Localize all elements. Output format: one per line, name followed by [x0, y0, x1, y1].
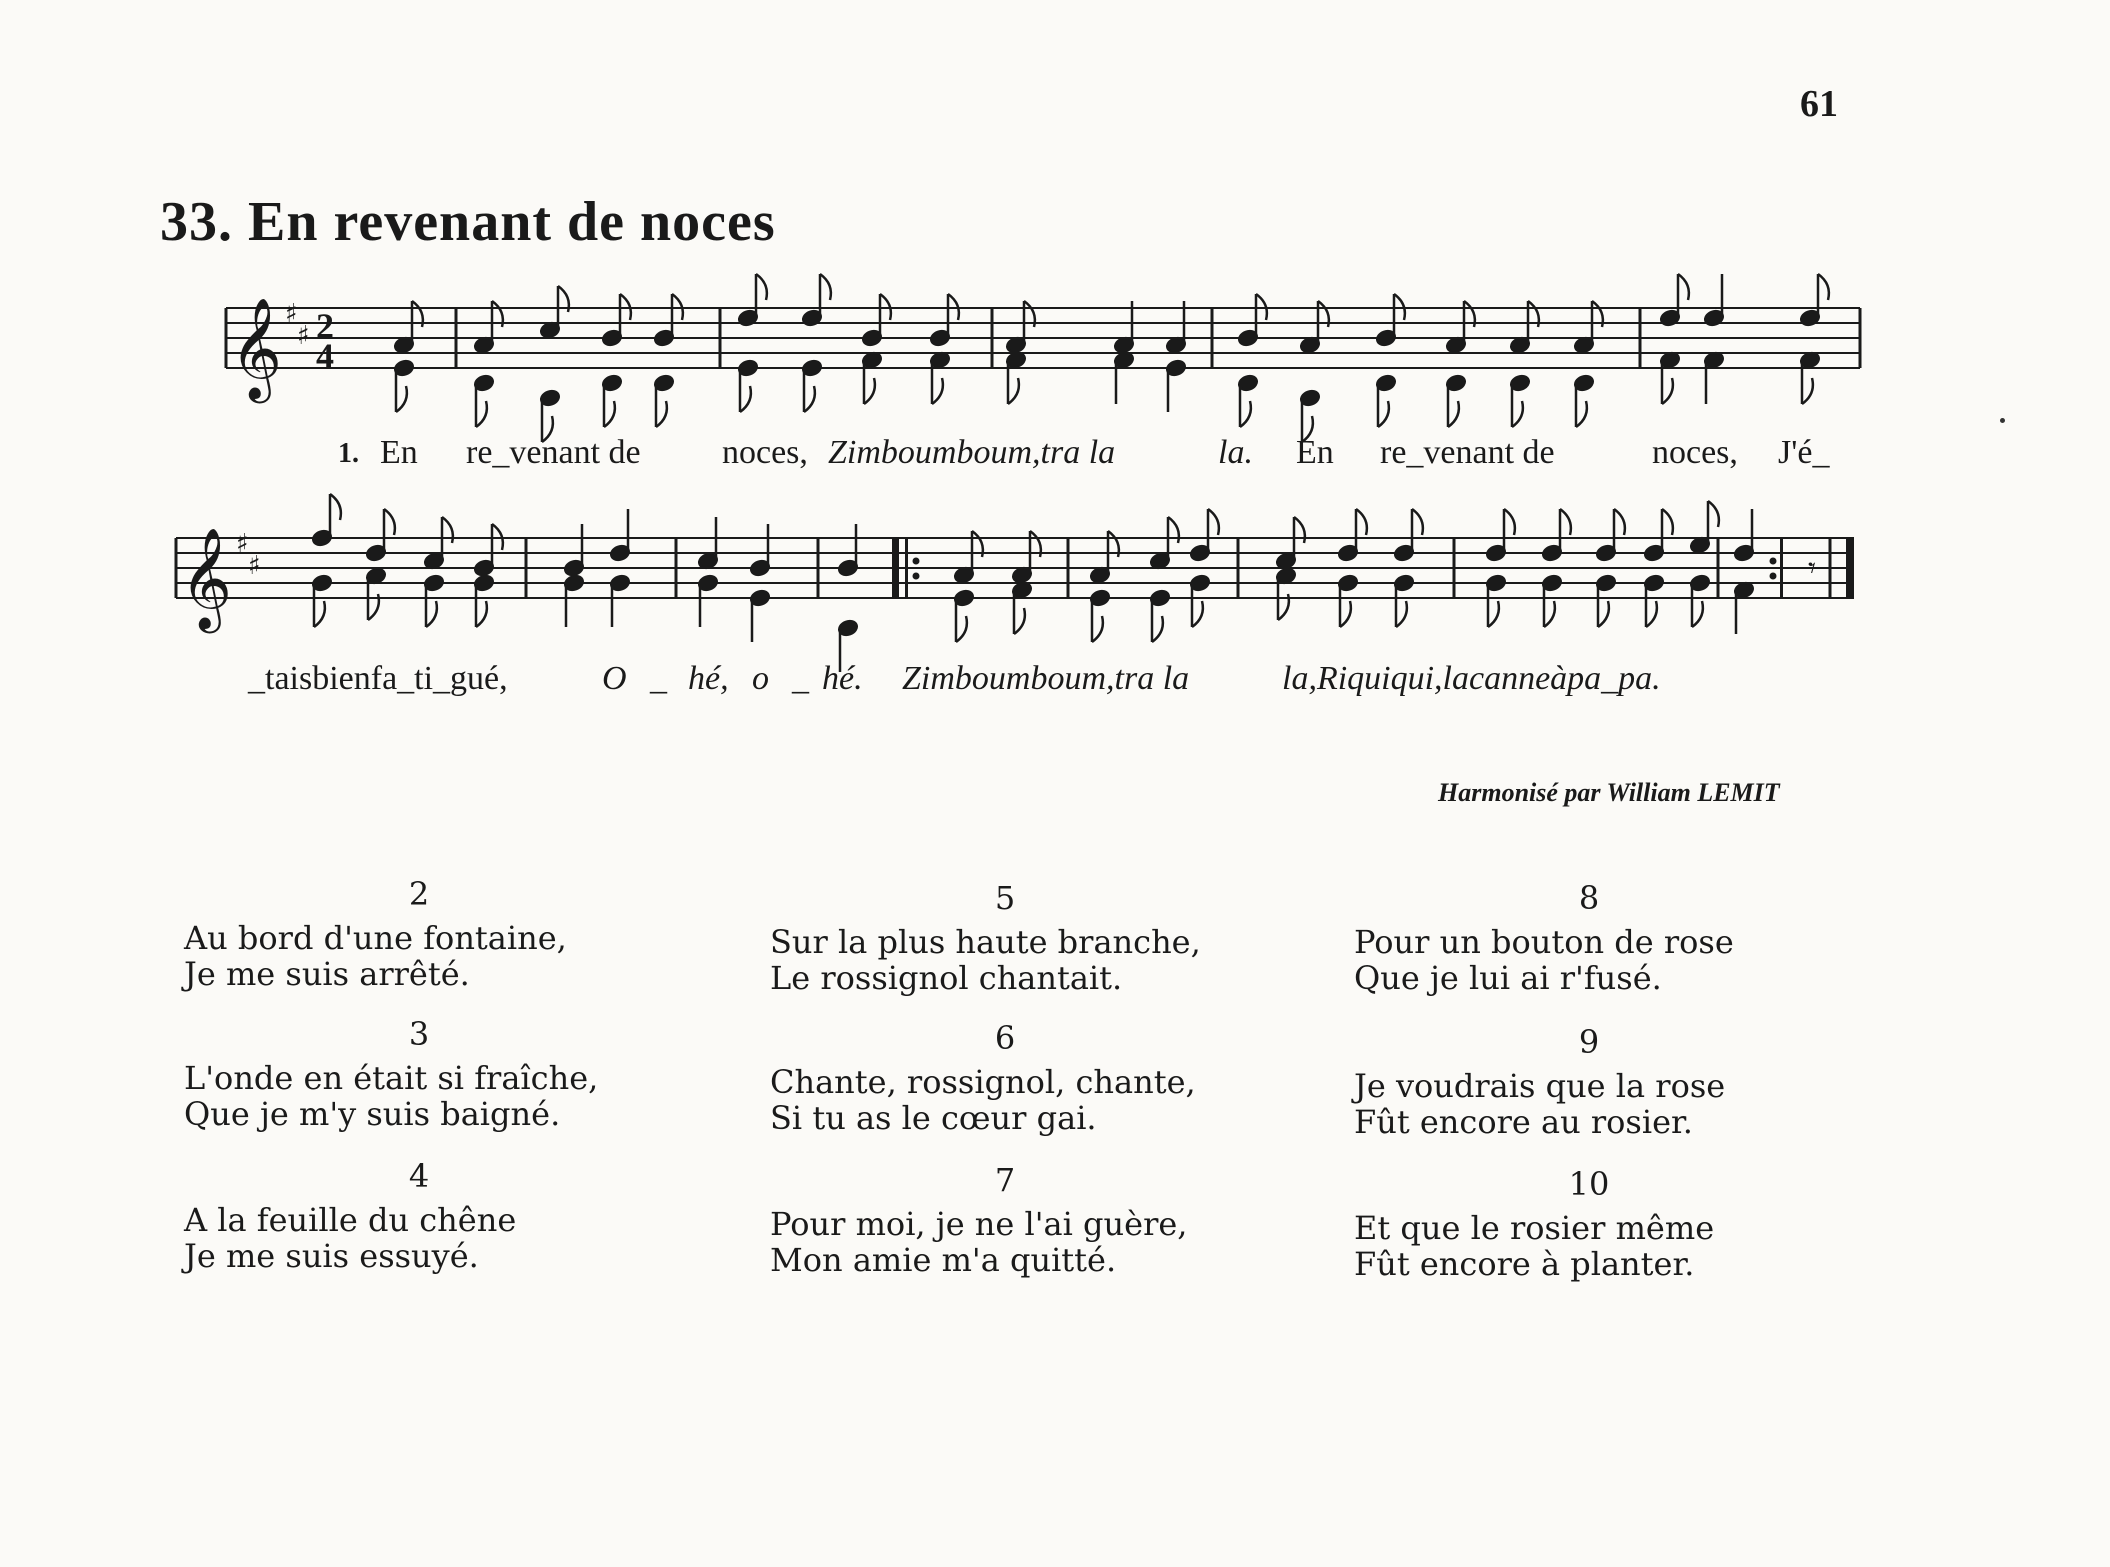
note-chord — [1375, 294, 1405, 427]
lyric-seg: O — [602, 660, 627, 697]
staff-1-notes — [393, 274, 1829, 442]
verse-line: Le rossignol chantait. — [770, 959, 1123, 997]
page-number: 61 — [1800, 83, 1838, 125]
lyric-seg: re_venant de — [466, 434, 641, 471]
note-chord — [953, 531, 983, 642]
verse-number: 8 — [1578, 879, 1600, 917]
note-chord — [1573, 301, 1603, 427]
verse-9 — [1354, 1024, 1914, 1140]
lyric-seg: la,Riquiqui,lacanneàpa_pa. — [1282, 660, 1661, 697]
treble-clef-1: 𝄞 — [230, 296, 283, 399]
verse-line: Pour un bouton de rose — [1354, 923, 1734, 961]
verse-10 — [1354, 1166, 1914, 1282]
lyric-seg: Zimboumboum,tra la — [902, 660, 1190, 697]
note-chord — [1149, 517, 1179, 642]
verse-number: 7 — [994, 1161, 1016, 1199]
verse-2 — [184, 876, 744, 992]
key-sharp-1a: ♯ — [285, 299, 298, 329]
note-chord — [1445, 301, 1475, 427]
lyric-seg: la. — [1218, 434, 1253, 471]
verse-line: Que je lui ai r'fusé. — [1354, 959, 1662, 997]
verse-4 — [184, 1158, 744, 1274]
time-sig-bottom: 4 — [316, 336, 334, 376]
verse-line: Si tu as le cœur gai. — [770, 1099, 1097, 1137]
lyric-seg: _taisbienfa_ti_gué, — [248, 660, 508, 697]
note-chord — [539, 286, 569, 442]
verse-line: A la feuille du chêne — [184, 1201, 517, 1239]
note-chord — [1237, 294, 1267, 427]
note-chord — [1689, 501, 1719, 627]
lyric-seg: noces, — [1652, 434, 1738, 471]
note-chord — [1733, 509, 1754, 634]
note-chord — [737, 274, 767, 412]
note-chord — [1165, 301, 1186, 412]
lyric-seg: _ — [792, 660, 809, 697]
song-title: 33. En revenant de noces — [160, 191, 776, 253]
verse-8 — [1354, 880, 1914, 996]
key-sharp-1b: ♯ — [297, 321, 310, 351]
note-chord — [1509, 301, 1539, 427]
music-score — [0, 0, 2110, 760]
note-chord — [473, 301, 503, 427]
note-chord — [473, 524, 503, 627]
verse-line: Je me suis essuyé. — [184, 1237, 479, 1275]
verse-number: 5 — [994, 879, 1016, 917]
note-chord — [653, 294, 683, 427]
verse-7 — [770, 1162, 1330, 1278]
note-chord — [861, 294, 891, 404]
lyric-seg: _ — [650, 660, 667, 697]
lyric-seg: re_venant de — [1380, 434, 1555, 471]
verse-number: 10 — [1568, 1165, 1610, 1203]
verse-line: Sur la plus haute branche, — [770, 923, 1201, 961]
verse-line: Que je m'y suis baigné. — [184, 1095, 561, 1133]
verse-number: 9 — [1578, 1023, 1600, 1061]
verse-1-number: 1. — [338, 438, 359, 469]
verse-number: 3 — [408, 1015, 430, 1053]
verse-number: 6 — [994, 1019, 1016, 1057]
lyric-seg: En — [1296, 434, 1334, 471]
note-chord — [1089, 531, 1119, 642]
note-chord — [311, 494, 341, 627]
verse-line: Je voudrais que la rose — [1354, 1067, 1726, 1105]
note-chord — [801, 274, 831, 412]
lyric-seg: Zimboumboum,tra la — [828, 434, 1116, 471]
verse-line: Et que le rosier même — [1354, 1209, 1715, 1247]
arranger-credit: Harmonisé par William LEMIT — [1438, 778, 1780, 807]
verse-6 — [770, 1020, 1330, 1136]
note-chord — [929, 294, 959, 404]
verse-line: Chante, rossignol, chante, — [770, 1063, 1196, 1101]
staff-1 — [226, 308, 1860, 368]
lyric-seg: noces, — [722, 434, 808, 471]
verse-line: Au bord d'une fontaine, — [184, 919, 567, 957]
note-chord — [601, 294, 631, 427]
lyric-seg: hé, — [688, 660, 729, 697]
note-chord — [423, 517, 453, 627]
note-chord — [365, 509, 395, 620]
verse-3 — [184, 1016, 744, 1132]
treble-clef-2: 𝄞 — [180, 526, 233, 629]
verse-line: L'onde en était si fraîche, — [184, 1059, 599, 1097]
key-sharp-2a: ♯ — [236, 529, 249, 559]
verse-line: Pour moi, je ne l'ai guère, — [770, 1205, 1188, 1243]
lyric-seg: o — [752, 660, 769, 697]
verse-number: 2 — [408, 875, 430, 913]
verse-5 — [770, 880, 1330, 996]
verse-number: 4 — [408, 1157, 430, 1195]
note-chord — [393, 301, 423, 412]
lyric-seg: J'é_ — [1778, 434, 1830, 471]
key-sharp-2b: ♯ — [248, 551, 261, 581]
lyric-seg: hé. — [822, 660, 863, 697]
time-sig-top: 2 — [316, 306, 334, 346]
note-chord — [697, 517, 718, 627]
verse-line: Fût encore à planter. — [1354, 1245, 1695, 1283]
verse-line: Fût encore au rosier. — [1354, 1103, 1693, 1141]
verse-line: Je me suis arrêté. — [184, 955, 470, 993]
lyric-seg: En — [380, 434, 418, 471]
verse-line: Mon amie m'a quitté. — [770, 1241, 1117, 1279]
stray-mark — [2000, 418, 2005, 423]
eighth-rest: 𝄾 — [1808, 551, 1816, 586]
note-chord — [563, 524, 584, 627]
